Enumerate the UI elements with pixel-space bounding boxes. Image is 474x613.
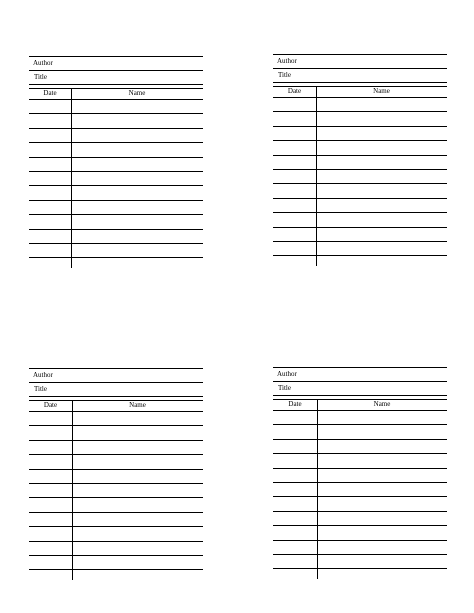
top-rule	[29, 56, 203, 57]
name-column-header: Name	[129, 401, 146, 409]
table-row-rule	[273, 540, 447, 541]
table-row-rule	[29, 185, 203, 186]
table-row-rule	[29, 425, 203, 426]
table-row-rule	[29, 512, 203, 513]
author-rule	[273, 68, 447, 69]
date-column-header: Date	[43, 89, 57, 97]
top-rule	[273, 54, 447, 55]
top-rule	[29, 368, 203, 369]
checkout-card-3	[29, 368, 203, 583]
author-label: Author	[33, 371, 53, 379]
column-divider	[316, 86, 317, 266]
table-row-rule	[273, 482, 447, 483]
table-row-rule	[273, 169, 447, 170]
title-label: Title	[278, 71, 291, 79]
table-row-rule	[29, 469, 203, 470]
checkout-card-4	[273, 367, 447, 582]
table-row-rule	[273, 97, 447, 98]
title-label: Title	[34, 73, 47, 81]
author-label: Author	[277, 370, 297, 378]
title-label: Title	[34, 385, 47, 393]
table-row-rule	[29, 555, 203, 556]
table-row-rule	[273, 155, 447, 156]
table-row-rule	[29, 483, 203, 484]
table-row-rule	[273, 140, 447, 141]
table-row-rule	[273, 198, 447, 199]
name-column-header: Name	[373, 400, 391, 408]
table-row-rule	[273, 227, 447, 228]
author-rule	[29, 70, 203, 71]
table-row-rule	[29, 157, 203, 158]
table-row-rule	[273, 183, 447, 184]
table-row-rule	[273, 212, 447, 213]
column-divider	[72, 400, 73, 580]
top-rule	[273, 367, 447, 368]
table-row-rule	[273, 241, 447, 242]
table-row-rule	[273, 496, 447, 497]
table-row-rule	[29, 99, 203, 100]
table-row-rule	[29, 257, 203, 258]
table-row-rule	[29, 243, 203, 244]
column-divider	[71, 88, 72, 268]
author-label: Author	[277, 57, 297, 65]
table-row-rule	[29, 113, 203, 114]
table-row-rule	[273, 111, 447, 112]
title-rule	[29, 396, 203, 397]
table-row-rule	[273, 410, 447, 411]
name-column-header: Name	[128, 89, 146, 97]
checkout-card-1	[29, 56, 203, 271]
table-row-rule	[273, 453, 447, 454]
author-rule	[29, 382, 203, 383]
title-rule	[273, 395, 447, 396]
table-row-rule	[273, 126, 447, 127]
table-row-rule	[29, 411, 203, 412]
table-row-rule	[29, 128, 203, 129]
title-rule	[29, 84, 203, 85]
table-row-rule	[29, 526, 203, 527]
table-row-rule	[29, 142, 203, 143]
table-row-rule	[29, 541, 203, 542]
date-column-header: Date	[288, 400, 302, 408]
table-row-rule	[29, 200, 203, 201]
column-divider	[317, 399, 318, 579]
table-row-rule	[273, 439, 447, 440]
checkout-card-2	[273, 54, 447, 269]
table-row-rule	[273, 468, 447, 469]
name-column-header: Name	[373, 87, 390, 95]
author-rule	[273, 381, 447, 382]
date-column-header: Date	[43, 401, 58, 409]
author-label: Author	[33, 59, 53, 67]
date-column-header: Date	[287, 87, 302, 95]
table-row-rule	[29, 214, 203, 215]
table-row-rule	[273, 525, 447, 526]
title-label: Title	[278, 384, 291, 392]
table-row-rule	[273, 554, 447, 555]
table-row-rule	[29, 171, 203, 172]
table-row-rule	[29, 454, 203, 455]
table-row-rule	[29, 229, 203, 230]
title-rule	[273, 82, 447, 83]
table-row-rule	[29, 569, 203, 570]
table-row-rule	[273, 511, 447, 512]
table-row-rule	[29, 440, 203, 441]
table-row-rule	[273, 568, 447, 569]
table-row-rule	[29, 497, 203, 498]
table-row-rule	[273, 424, 447, 425]
table-row-rule	[273, 255, 447, 256]
